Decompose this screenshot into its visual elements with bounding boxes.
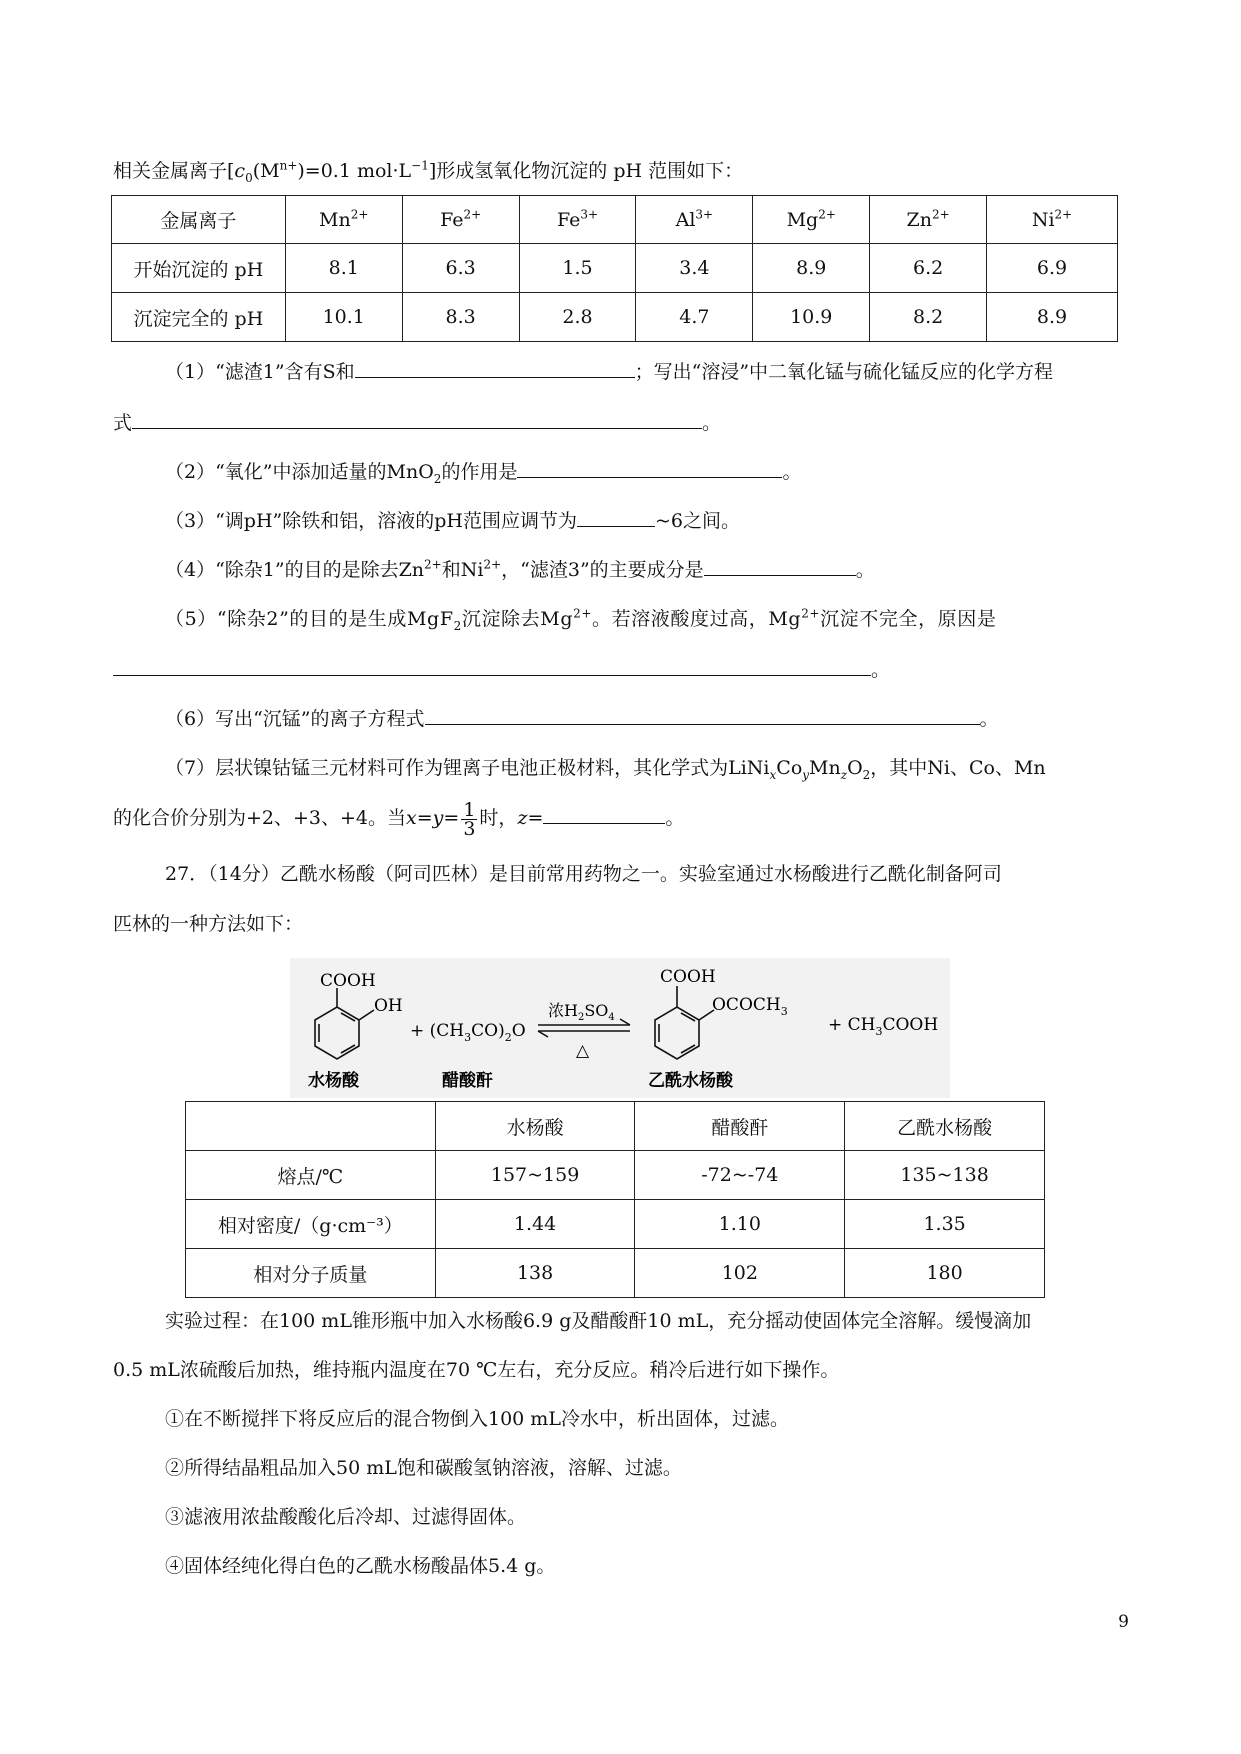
ion-cell: $Mn^{2+}$ [285,196,402,244]
header-cell: 乙酰水杨酸 [845,1102,1045,1151]
answer-blank[interactable] [704,557,856,576]
procedure-step-1: ①在不断搅拌下将反应后的混合物倒入100 mL冷水中，析出固体，过滤。 [165,1408,789,1430]
answer-blank[interactable] [425,706,980,725]
table-row [112,244,1118,293]
procedure-step-4: ④固体经纯化得白色的乙酰水杨酸晶体5.4 g。 [165,1555,556,1577]
answer-blank[interactable] [132,410,702,429]
table-cell: 10.1 [285,293,402,342]
metal-ion-ph-table [111,195,1118,342]
table-row [112,293,1118,342]
ion-cell: $Al^{3+}$ [636,196,753,244]
table-cell: 135~138 [845,1151,1045,1200]
question-27-cont: 匹林的一种方法如下： [113,913,304,935]
question-7: （7）层状镍钴锰三元材料可作为锂离子电池正极材料，其化学式为$LiNi_xCo_yMn_zO_2$，其中Ni、Co、Mn [165,757,1046,782]
table-header-row [112,196,1118,244]
row-label: 沉淀完全的 pH [112,293,286,342]
table-row [186,1249,1045,1298]
row-label: 相对密度/（g·cm⁻³） [186,1200,436,1249]
fraction-one-third: $\frac{1}{3}$ [463,798,476,840]
table-cell: 8.1 [285,244,402,293]
procedure-line-1: 实验过程：在100 mL锥形瓶中加入水杨酸6.9 g及醋酸酐10 mL，充分摇动使固体完全溶解。缓慢滴加 [165,1310,1032,1332]
row-label: 熔点/℃ [186,1151,436,1200]
table-row [186,1151,1045,1200]
question-2: （2）“氧化”中添加适量的MnO$_2$的作用是 。 [165,461,802,486]
salicylic-oh: OH [374,996,403,1016]
table-cell: 6.3 [402,244,519,293]
reaction-scheme [290,958,950,1098]
header-label: 金属离子 [112,196,286,244]
heat-symbol: △ [576,1041,590,1061]
table-cell: 1.44 [435,1200,635,1249]
ion-cell: $Zn^{2+}$ [870,196,987,244]
row-label: 开始沉淀的 pH [112,244,286,293]
label-anhydride: 醋酸酐 [442,1071,493,1091]
answer-blank[interactable] [355,359,635,378]
page-number: 9 [1118,1612,1129,1632]
table-cell: 1.10 [635,1200,845,1249]
label-salicylic-acid: 水杨酸 [308,1071,359,1091]
property-table [185,1101,1045,1298]
label-aspirin: 乙酰水杨酸 [648,1071,733,1091]
question-4: （4）“除杂1”的目的是除去$Zn^{2+}$和$Ni^{2+}$，“滤渣3”的主要成分是 。 [165,557,875,581]
table-cell: 138 [435,1249,635,1298]
answer-blank[interactable] [577,508,655,527]
anhydride-formula: + $(CH_3CO)_2O$ [410,1021,526,1044]
row-label: 相对分子质量 [186,1249,436,1298]
aspirin-ester: $OCOCH_3$ [712,995,788,1018]
table-cell: 6.9 [987,244,1118,293]
procedure-step-3: ③滤液用浓盐酸酸化后冷却、过滤得固体。 [165,1506,527,1528]
question-27: 27．（14分）乙酰水杨酸（阿司匹林）是目前常用药物之一。实验室通过水杨酸进行乙酰化制备阿司 [165,863,1002,885]
intro-line: 相关金属离子[$c_0(M^{n+})=0.1$ $mol\cdot L^{-1}$]形成氢氧化物沉淀的 pH 范围如下： [113,158,744,185]
table-cell: 4.7 [636,293,753,342]
header-cell: 醋酸酐 [635,1102,845,1151]
acetic-acid-formula: + $CH_3COOH$ [828,1015,939,1038]
procedure-line-2: 0.5 mL浓硫酸后加热，维持瓶内温度在70 ℃左右，充分反应。稍冷后进行如下操作。 [113,1359,840,1381]
table-cell: 1.5 [519,244,636,293]
ion-cell: $Ni^{2+}$ [987,196,1118,244]
table-cell: 8.2 [870,293,987,342]
table-row [186,1200,1045,1249]
table-cell: 3.4 [636,244,753,293]
question-5-cont: 。 [113,656,1131,684]
aspirin-structure [655,986,714,1059]
question-6: （6）写出“沉锰”的离子方程式 。 [165,708,999,730]
answer-blank[interactable] [113,657,871,676]
table-header-row [186,1102,1045,1151]
answer-blank[interactable] [543,805,665,824]
ion-cell: $Mg^{2+}$ [753,196,870,244]
procedure-step-2: ②所得结晶粗品加入50 mL饱和碳酸氢钠溶液，溶解、过滤。 [165,1457,682,1479]
table-cell: 157~159 [435,1151,635,1200]
aspirin-cooh: COOH [660,967,716,987]
table-cell: 1.35 [845,1200,1045,1249]
table-cell: -72~-74 [635,1151,845,1200]
question-5: （5）“除杂2”的目的是生成MgF$_2$沉淀除去$Mg^{2+}$。若溶液酸度过高，$Mg^{2+}$沉淀不完全，原因是 [165,606,997,633]
header-cell: 水杨酸 [435,1102,635,1151]
table-cell: 8.3 [402,293,519,342]
table-cell: 8.9 [753,244,870,293]
table-cell: 102 [635,1249,845,1298]
answer-blank[interactable] [517,459,782,478]
salicylic-acid-structure [315,988,374,1059]
table-cell: 10.9 [753,293,870,342]
ion-cell: $Fe^{2+}$ [402,196,519,244]
reaction-scheme-svg [290,958,950,1098]
table-cell: 180 [845,1249,1045,1298]
catalyst-label: 浓$H_2SO_4$ [548,1001,615,1023]
table-cell: 8.9 [987,293,1118,342]
salicylic-cooh: COOH [320,971,376,991]
question-7-cont: 的化合价分别为+2、+3、+4。当x=y= $\frac{1}{3}$ 时，z= 。 [113,798,685,840]
question-1: （1）“滤渣1”含有S和 ；写出“溶浸”中二氧化锰与硫化锰反应的化学方程 [165,361,1054,383]
table-cell: 2.8 [519,293,636,342]
table-cell: 6.2 [870,244,987,293]
question-3: （3）“调pH”除铁和铝，溶液的pH范围应调节为 ~6之间。 [165,510,740,532]
ion-cell: $Fe^{3+}$ [519,196,636,244]
question-1-cont: 式 。 [113,412,722,434]
header-cell [186,1102,436,1151]
